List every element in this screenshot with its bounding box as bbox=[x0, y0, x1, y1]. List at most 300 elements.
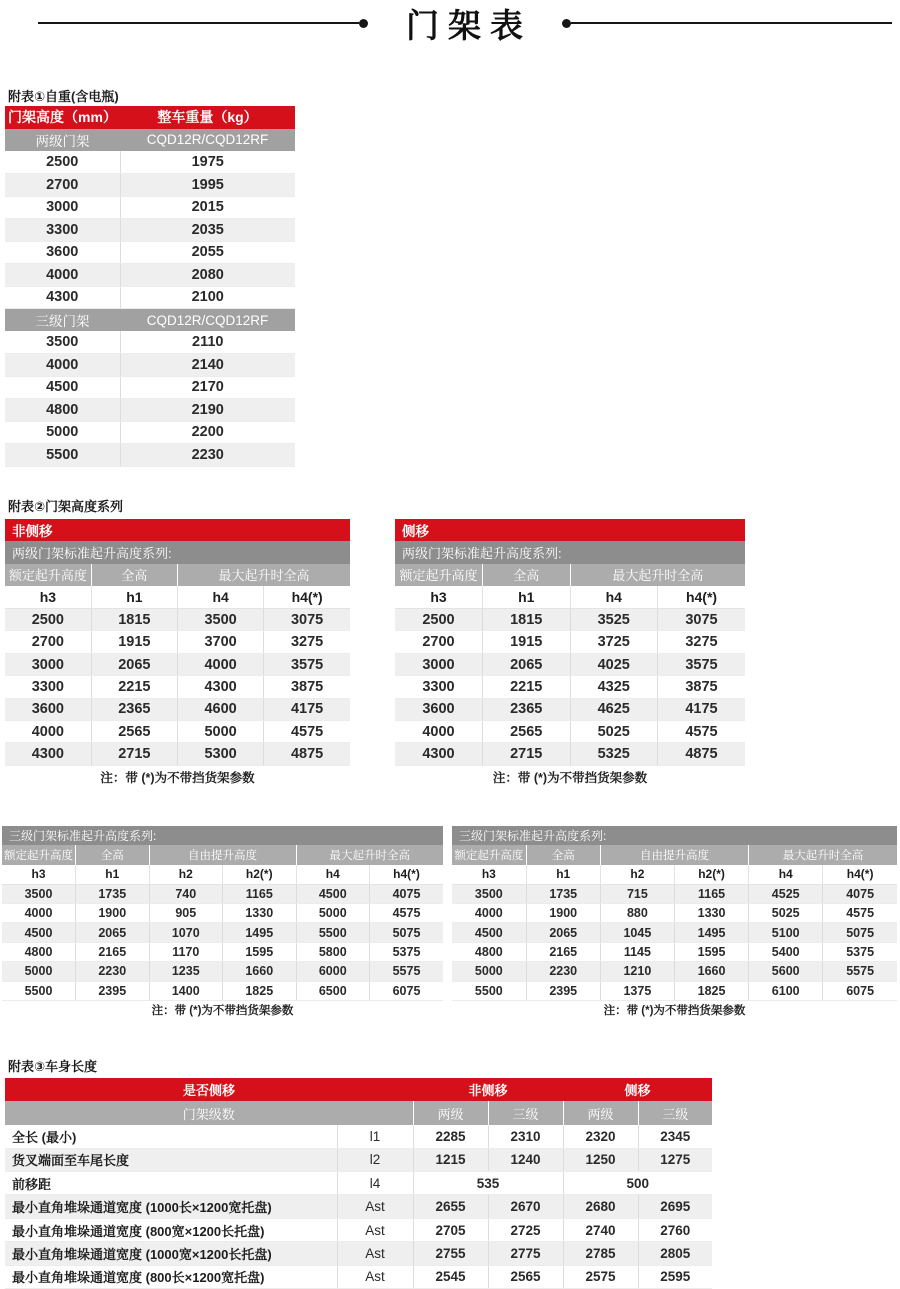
table-cell: 6100 bbox=[749, 981, 823, 1000]
table-row bbox=[5, 1172, 712, 1195]
row-label: 最小直角堆垛通道宽度 (800宽×1200长托盘) bbox=[5, 1218, 337, 1241]
table-cell: 2565 bbox=[488, 1265, 563, 1288]
table-cell: 1235 bbox=[149, 962, 223, 981]
column-header: 全高 bbox=[91, 564, 177, 586]
table-cell: 4875 bbox=[658, 743, 746, 765]
table-cell: 4000 bbox=[5, 354, 120, 377]
table-row bbox=[452, 962, 897, 981]
table-cell: 2055 bbox=[120, 241, 295, 264]
table-row bbox=[5, 653, 350, 675]
table-cell: 4075 bbox=[370, 884, 444, 903]
table-cell: 1660 bbox=[674, 962, 748, 981]
table-cell: 4575 bbox=[264, 721, 350, 743]
table-cell: 2100 bbox=[120, 286, 295, 309]
table-cell: 5000 bbox=[2, 962, 76, 981]
table-cell: 3600 bbox=[5, 241, 120, 264]
table-cell: 1170 bbox=[149, 942, 223, 961]
sideshift-band bbox=[5, 519, 350, 541]
table-row bbox=[5, 219, 295, 242]
table-cell: 2230 bbox=[120, 444, 295, 467]
table-cell: 5375 bbox=[823, 942, 897, 961]
table-row bbox=[5, 354, 295, 377]
table-cell: 6075 bbox=[823, 981, 897, 1000]
table-cell: 2565 bbox=[91, 721, 177, 743]
table-cell: 3000 bbox=[395, 653, 483, 675]
table-row bbox=[2, 884, 443, 903]
table-cell: 3075 bbox=[264, 609, 350, 631]
table-row bbox=[5, 698, 350, 720]
table-cell: 2080 bbox=[120, 264, 295, 287]
symbol-label: h4(*) bbox=[658, 586, 746, 608]
column-header: 全高 bbox=[526, 845, 600, 864]
table-row bbox=[5, 241, 295, 264]
table-cell: 4600 bbox=[178, 698, 264, 720]
body-length-caption: 附表③车身长度 bbox=[8, 1059, 98, 1074]
table-cell: 2700 bbox=[395, 631, 483, 653]
table-cell: 2715 bbox=[483, 743, 571, 765]
table-cell: 3575 bbox=[264, 653, 350, 675]
column-header: 额定起升高度 bbox=[5, 564, 91, 586]
table-cell: 4500 bbox=[296, 884, 370, 903]
column-header: 门架高度（mm） bbox=[5, 106, 120, 129]
table-cell: 3875 bbox=[264, 676, 350, 698]
table-row bbox=[395, 698, 745, 720]
table-body bbox=[5, 331, 295, 466]
column-header: 侧移 bbox=[563, 1078, 712, 1101]
group-header bbox=[395, 564, 745, 586]
row-symbol: Ast bbox=[337, 1265, 413, 1288]
row-symbol: Ast bbox=[337, 1218, 413, 1241]
table-row bbox=[395, 721, 745, 743]
column-header: 额定起升高度 bbox=[2, 845, 76, 864]
column-header: 三级 bbox=[488, 1101, 563, 1124]
table-cell: 2755 bbox=[413, 1242, 488, 1265]
table-note-row bbox=[2, 1001, 443, 1020]
table-cell: 5000 bbox=[5, 421, 120, 444]
column-header: 自由提升高度 bbox=[600, 845, 748, 864]
row-label: 全长 (最小) bbox=[5, 1125, 337, 1148]
table-note-row bbox=[452, 1001, 897, 1020]
table-cell: 3700 bbox=[178, 631, 264, 653]
table-cell: 4625 bbox=[570, 698, 658, 720]
band-label: 侧移 bbox=[395, 519, 745, 541]
table-cell: 740 bbox=[149, 884, 223, 903]
table-cell: 905 bbox=[149, 904, 223, 923]
symbol-label: h1 bbox=[76, 865, 150, 884]
table-cell: 4175 bbox=[658, 698, 746, 720]
table-cell: 5800 bbox=[296, 942, 370, 961]
table-row bbox=[395, 676, 745, 698]
symbol-header bbox=[395, 586, 745, 608]
table-cell: 2575 bbox=[563, 1265, 638, 1288]
table-cell: 2500 bbox=[5, 151, 120, 174]
symbol-header bbox=[2, 865, 443, 884]
symbol-label: h4 bbox=[749, 865, 823, 884]
symbol-label: h1 bbox=[526, 865, 600, 884]
table-row bbox=[395, 653, 745, 675]
table-row bbox=[5, 676, 350, 698]
three-stage-sideshift-table bbox=[452, 826, 897, 1020]
table-cell: 5075 bbox=[823, 923, 897, 942]
table-cell: 1900 bbox=[76, 904, 150, 923]
body-length-table bbox=[5, 1078, 712, 1289]
table-cell: 2230 bbox=[76, 962, 150, 981]
body-length-subheader bbox=[5, 1101, 712, 1124]
table-cell: 4575 bbox=[658, 721, 746, 743]
row-symbol: Ast bbox=[337, 1242, 413, 1265]
table-cell: 1900 bbox=[526, 904, 600, 923]
table-cell: 4000 bbox=[2, 904, 76, 923]
table-row bbox=[395, 609, 745, 631]
symbol-label: h3 bbox=[395, 586, 483, 608]
table-cell: 4000 bbox=[178, 653, 264, 675]
table-cell: 2015 bbox=[120, 196, 295, 219]
column-header: 是否侧移 bbox=[5, 1078, 413, 1101]
table-cell: 5500 bbox=[296, 923, 370, 942]
table-row bbox=[5, 331, 295, 354]
table-cell: 4500 bbox=[452, 923, 526, 942]
table-cell: 2565 bbox=[483, 721, 571, 743]
title-dot-left bbox=[359, 19, 368, 28]
table-cell: 3525 bbox=[570, 609, 658, 631]
table-note: 注：带 (*)为不带挡货架参数 bbox=[452, 1001, 897, 1020]
symbol-label: h3 bbox=[5, 586, 91, 608]
table-cell: 4000 bbox=[395, 721, 483, 743]
table-note: 注：带 (*)为不带挡货架参数 bbox=[2, 1001, 443, 1020]
group-header bbox=[5, 564, 350, 586]
table-cell: 2310 bbox=[488, 1125, 563, 1148]
table-cell: 1495 bbox=[674, 923, 748, 942]
table-cell: 1915 bbox=[483, 631, 571, 653]
row-symbol: l4 bbox=[337, 1172, 413, 1195]
symbol-label: h2 bbox=[600, 865, 674, 884]
table-row bbox=[5, 1242, 712, 1265]
weight-table bbox=[5, 106, 295, 467]
table-cell: 4300 bbox=[5, 743, 91, 765]
table-cell: 2700 bbox=[5, 631, 91, 653]
three-stage-non-sideshift-table bbox=[2, 826, 443, 1020]
table-body bbox=[452, 884, 897, 1000]
row-label: 最小直角堆垛通道宽度 (1000长×1200宽托盘) bbox=[5, 1195, 337, 1218]
table-row bbox=[5, 631, 350, 653]
series-title-band bbox=[5, 541, 350, 563]
table-cell: 2140 bbox=[120, 354, 295, 377]
table-cell: 2190 bbox=[120, 399, 295, 422]
table-body bbox=[5, 1125, 712, 1289]
table-cell: 5325 bbox=[570, 743, 658, 765]
table-cell: 4000 bbox=[5, 264, 120, 287]
row-label: 前移距 bbox=[5, 1172, 337, 1195]
table-row bbox=[5, 399, 295, 422]
table-cell: 1215 bbox=[413, 1148, 488, 1171]
table-row bbox=[2, 923, 443, 942]
table-row bbox=[395, 743, 745, 765]
table-cell: 5575 bbox=[823, 962, 897, 981]
table-cell: 2365 bbox=[483, 698, 571, 720]
table-row bbox=[5, 421, 295, 444]
table-cell: 2200 bbox=[120, 421, 295, 444]
table-body bbox=[2, 884, 443, 1000]
title-rule-left bbox=[38, 22, 359, 24]
table-cell: 1660 bbox=[223, 962, 297, 981]
table-cell: 4500 bbox=[5, 376, 120, 399]
table-cell: 3300 bbox=[5, 676, 91, 698]
band-label: 非侧移 bbox=[5, 519, 350, 541]
table-cell: 2230 bbox=[526, 962, 600, 981]
table-row bbox=[5, 1265, 712, 1288]
table-cell: 1145 bbox=[600, 942, 674, 961]
table-cell: 6000 bbox=[296, 962, 370, 981]
table-cell: 2775 bbox=[488, 1242, 563, 1265]
table-cell: 5000 bbox=[452, 962, 526, 981]
symbol-label: h4 bbox=[178, 586, 264, 608]
table-cell: 1995 bbox=[120, 174, 295, 197]
table-cell: 5300 bbox=[178, 743, 264, 765]
table-cell: 1275 bbox=[638, 1148, 712, 1171]
column-header: 全高 bbox=[483, 564, 571, 586]
series-title-band bbox=[395, 541, 745, 563]
table-cell: 1165 bbox=[223, 884, 297, 903]
table-cell: 4575 bbox=[370, 904, 444, 923]
table-cell: 2805 bbox=[638, 1242, 712, 1265]
table-body bbox=[5, 609, 350, 766]
table-row bbox=[452, 884, 897, 903]
table-cell: 1210 bbox=[600, 962, 674, 981]
weight-table-caption: 附表①自重(含电瓶) bbox=[8, 89, 119, 104]
table-cell: 2215 bbox=[483, 676, 571, 698]
table-cell: 1815 bbox=[483, 609, 571, 631]
section-band bbox=[5, 129, 295, 152]
table-row bbox=[5, 286, 295, 309]
table-cell: 2065 bbox=[76, 923, 150, 942]
table-cell: 2395 bbox=[526, 981, 600, 1000]
table-cell: 3300 bbox=[395, 676, 483, 698]
table-cell: 2165 bbox=[526, 942, 600, 961]
model-label: CQD12R/CQD12RF bbox=[120, 129, 295, 152]
two-stage-sideshift-table bbox=[395, 519, 745, 788]
table-cell: 4500 bbox=[2, 923, 76, 942]
column-header: 两级 bbox=[563, 1101, 638, 1124]
column-header: 最大起升时全高 bbox=[296, 845, 443, 864]
table-cell: 3500 bbox=[2, 884, 76, 903]
symbol-label: h4(*) bbox=[264, 586, 350, 608]
symbol-label: h3 bbox=[452, 865, 526, 884]
table-cell: 3275 bbox=[264, 631, 350, 653]
table-row bbox=[5, 743, 350, 765]
table-cell: 1250 bbox=[563, 1148, 638, 1171]
series-title: 三级门架标准起升高度系列: bbox=[452, 826, 897, 845]
row-label: 货叉端面至车尾长度 bbox=[5, 1148, 337, 1171]
column-header: 两级 bbox=[413, 1101, 488, 1124]
table-cell: 2740 bbox=[563, 1218, 638, 1241]
table-row bbox=[5, 609, 350, 631]
table-cell: 1375 bbox=[600, 981, 674, 1000]
table-row bbox=[395, 631, 745, 653]
table-cell: 1240 bbox=[488, 1148, 563, 1171]
page-title: 门架表 bbox=[406, 6, 532, 44]
table-row bbox=[452, 942, 897, 961]
table-cell: 5100 bbox=[749, 923, 823, 942]
row-symbol: l2 bbox=[337, 1148, 413, 1171]
table-row bbox=[5, 264, 295, 287]
table-row bbox=[5, 1218, 712, 1241]
series-title: 两级门架标准起升高度系列: bbox=[395, 541, 745, 563]
table-cell: 1975 bbox=[120, 151, 295, 174]
column-header: 三级 bbox=[638, 1101, 712, 1124]
table-cell: 4525 bbox=[749, 884, 823, 903]
table-row bbox=[5, 174, 295, 197]
table-cell: 2500 bbox=[395, 609, 483, 631]
table-row bbox=[5, 376, 295, 399]
section-band bbox=[5, 309, 295, 332]
table-cell: 3725 bbox=[570, 631, 658, 653]
table-cell: 880 bbox=[600, 904, 674, 923]
table-cell: 1915 bbox=[91, 631, 177, 653]
table-cell: 3875 bbox=[658, 676, 746, 698]
table-cell: 4800 bbox=[5, 399, 120, 422]
table-cell: 4325 bbox=[570, 676, 658, 698]
symbol-label: h2(*) bbox=[223, 865, 297, 884]
table-cell: 1735 bbox=[76, 884, 150, 903]
table-cell: 5375 bbox=[370, 942, 444, 961]
table-note-row bbox=[5, 765, 350, 787]
table-cell: 4575 bbox=[823, 904, 897, 923]
table-cell: 3500 bbox=[178, 609, 264, 631]
table-cell: 2785 bbox=[563, 1242, 638, 1265]
table-cell: 1045 bbox=[600, 923, 674, 942]
table-cell: 1595 bbox=[223, 942, 297, 961]
table-cell: 4175 bbox=[264, 698, 350, 720]
table-cell: 4300 bbox=[178, 676, 264, 698]
table-cell: 1070 bbox=[149, 923, 223, 942]
series-title: 两级门架标准起升高度系列: bbox=[5, 541, 350, 563]
table-cell: 3500 bbox=[5, 331, 120, 354]
table-cell: 2065 bbox=[526, 923, 600, 942]
table-row bbox=[5, 721, 350, 743]
table-cell: 715 bbox=[600, 884, 674, 903]
column-header: 全高 bbox=[76, 845, 150, 864]
table-row bbox=[2, 962, 443, 981]
table-row bbox=[452, 981, 897, 1000]
table-cell: 2715 bbox=[91, 743, 177, 765]
table-cell: 2670 bbox=[488, 1195, 563, 1218]
mast-type-label: 三级门架 bbox=[5, 309, 120, 332]
table-row bbox=[452, 923, 897, 942]
table-cell: 2065 bbox=[483, 653, 571, 675]
table-cell: 2655 bbox=[413, 1195, 488, 1218]
symbol-header bbox=[452, 865, 897, 884]
sideshift-band bbox=[395, 519, 745, 541]
table-cell: 3000 bbox=[5, 653, 91, 675]
table-row bbox=[5, 1195, 712, 1218]
table-cell: 4800 bbox=[452, 942, 526, 961]
table-cell: 2545 bbox=[413, 1265, 488, 1288]
table-cell: 6075 bbox=[370, 981, 444, 1000]
row-symbol: l1 bbox=[337, 1125, 413, 1148]
table-cell: 5500 bbox=[2, 981, 76, 1000]
table-cell: 3300 bbox=[5, 219, 120, 242]
group-header bbox=[2, 845, 443, 864]
table-note: 注：带 (*)为不带挡货架参数 bbox=[395, 765, 745, 787]
table-cell: 4025 bbox=[570, 653, 658, 675]
table-cell: 3075 bbox=[658, 609, 746, 631]
table-row bbox=[2, 942, 443, 961]
page-header bbox=[38, 0, 892, 46]
weight-table-header bbox=[5, 106, 295, 129]
table-row bbox=[5, 196, 295, 219]
table-cell: 2705 bbox=[413, 1218, 488, 1241]
model-label: CQD12R/CQD12RF bbox=[120, 309, 295, 332]
column-header: 最大起升时全高 bbox=[178, 564, 351, 586]
table-cell: 5025 bbox=[570, 721, 658, 743]
table-cell: 2680 bbox=[563, 1195, 638, 1218]
table-cell: 3600 bbox=[5, 698, 91, 720]
table-row bbox=[5, 1125, 712, 1148]
table-cell: 5000 bbox=[178, 721, 264, 743]
row-symbol: Ast bbox=[337, 1195, 413, 1218]
table-cell: 5400 bbox=[749, 942, 823, 961]
column-header: 门架级数 bbox=[5, 1101, 413, 1124]
table-row bbox=[5, 309, 295, 332]
table-cell: 2725 bbox=[488, 1218, 563, 1241]
mast-height-caption: 附表②门架高度系列 bbox=[8, 499, 124, 514]
symbol-label: h1 bbox=[91, 586, 177, 608]
table-cell: 3600 bbox=[395, 698, 483, 720]
table-cell: 4300 bbox=[395, 743, 483, 765]
table-cell: 4800 bbox=[2, 942, 76, 961]
table-cell: 2065 bbox=[91, 653, 177, 675]
table-cell: 2285 bbox=[413, 1125, 488, 1148]
table-cell: 5025 bbox=[749, 904, 823, 923]
table-row bbox=[5, 444, 295, 467]
table-cell: 5500 bbox=[452, 981, 526, 1000]
table-cell: 2345 bbox=[638, 1125, 712, 1148]
table-cell: 1400 bbox=[149, 981, 223, 1000]
table-row bbox=[5, 151, 295, 174]
title-dot-right bbox=[562, 19, 571, 28]
table-cell: 2500 bbox=[5, 609, 91, 631]
table-cell: 1595 bbox=[674, 942, 748, 961]
table-cell: 2110 bbox=[120, 331, 295, 354]
series-title: 三级门架标准起升高度系列: bbox=[2, 826, 443, 845]
table-cell: 2035 bbox=[120, 219, 295, 242]
group-header bbox=[452, 845, 897, 864]
symbol-header bbox=[5, 586, 350, 608]
table-cell: 2760 bbox=[638, 1218, 712, 1241]
column-header: 最大起升时全高 bbox=[749, 845, 897, 864]
table-cell: 2700 bbox=[5, 174, 120, 197]
table-cell: 5575 bbox=[370, 962, 444, 981]
table-cell: 2595 bbox=[638, 1265, 712, 1288]
symbol-label: h2 bbox=[149, 865, 223, 884]
row-label: 最小直角堆垛通道宽度 (1000宽×1200长托盘) bbox=[5, 1242, 337, 1265]
symbol-label: h2(*) bbox=[674, 865, 748, 884]
column-header: 额定起升高度 bbox=[452, 845, 526, 864]
table-cell: 2365 bbox=[91, 698, 177, 720]
table-cell: 4000 bbox=[5, 721, 91, 743]
table-cell: 3575 bbox=[658, 653, 746, 675]
series-title-band bbox=[2, 826, 443, 845]
mast-type-label: 两级门架 bbox=[5, 129, 120, 152]
table-cell: 2215 bbox=[91, 676, 177, 698]
table-cell: 2395 bbox=[76, 981, 150, 1000]
table-cell: 535 bbox=[413, 1172, 563, 1195]
table-body bbox=[5, 151, 295, 309]
column-header: 非侧移 bbox=[413, 1078, 563, 1101]
table-cell: 4300 bbox=[5, 286, 120, 309]
body-length-header bbox=[5, 1078, 712, 1101]
table-cell: 1495 bbox=[223, 923, 297, 942]
